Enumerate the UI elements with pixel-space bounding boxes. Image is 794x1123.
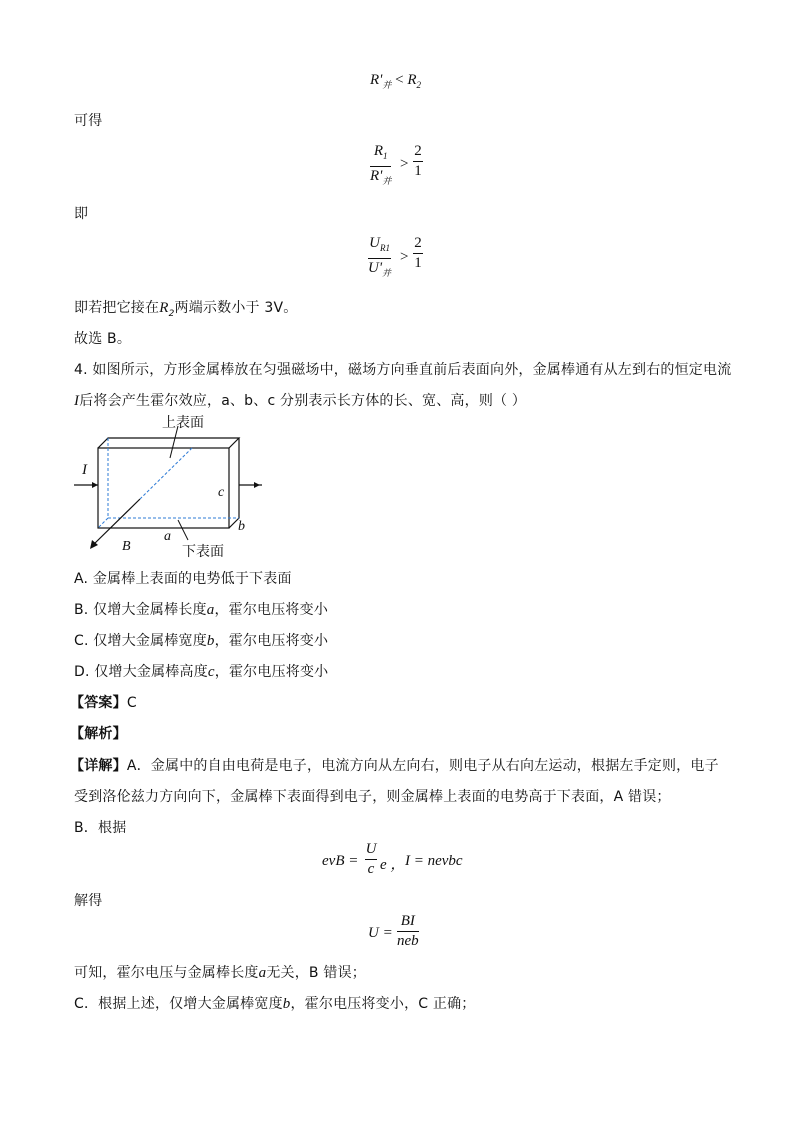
conclude-c [74, 993, 476, 1013]
current-label: I [82, 462, 87, 478]
detail-tag: 【详解】 [70, 758, 127, 774]
fraction1-left [370, 143, 391, 190]
current-out-arrow-icon [254, 482, 260, 488]
eq1-num: U [365, 841, 377, 857]
top-surface-label: 上表面 [162, 415, 204, 431]
formula-top-lhs: R' [370, 72, 383, 88]
hall-effect-diagram [70, 412, 270, 562]
option-d-text-end: ，霍尔电压将变小 [214, 664, 329, 680]
bar-top-face [98, 438, 239, 448]
bar-front-face [98, 448, 229, 528]
a-label: a [164, 529, 171, 544]
eq2-bar [397, 931, 419, 932]
eq1-frac [365, 841, 377, 878]
option-d-letter: D. [74, 664, 90, 680]
eq2-frac [397, 913, 419, 950]
conclude-c-var: b [282, 996, 291, 1012]
fraction2-rnum: 2 [414, 235, 422, 251]
conclusion-prefix: 即若把它接在 [74, 300, 160, 316]
conclude-b [74, 962, 366, 982]
option-c-letter: C. [74, 633, 89, 649]
eq2-num: BI [400, 913, 415, 929]
fraction2-rbar [413, 253, 423, 254]
option-b-text-end: ，霍尔电压将变小 [214, 602, 329, 618]
option-d[interactable] [74, 661, 328, 681]
fraction2-den-sub: 并 [382, 268, 392, 278]
conclude-b-var: a [258, 965, 267, 981]
conclude-b-pre: 可知，霍尔电压与金属棒长度 [74, 965, 259, 981]
hidden-edge-corner [98, 518, 108, 528]
fraction1-rden: 1 [414, 163, 422, 179]
fraction2-right [413, 235, 423, 272]
b-according: B．根据 [74, 820, 127, 836]
answer-line [70, 692, 137, 712]
text-kede: 可得 [74, 113, 103, 129]
fraction1-num: R [373, 143, 384, 159]
eq1-lhs: evB = [322, 853, 359, 869]
field-arrow-line [92, 499, 140, 546]
fraction1-den-sub: 并 [382, 176, 392, 186]
fraction2-op: > [400, 249, 409, 265]
detail-line1 [70, 755, 719, 775]
fraction2-num: U [369, 235, 380, 251]
option-b-var: a [206, 602, 215, 618]
fraction1-den: R' [370, 168, 383, 184]
option-c[interactable] [74, 630, 328, 650]
option-d-text: 仅增大金属棒高度 [94, 664, 208, 680]
question-line1: 4. 如图所示，方形金属棒放在匀强磁场中，磁场方向垂直前后表面向外，金属棒通有从左到右的恒定电流 [74, 362, 732, 378]
fraction1-bar [370, 166, 391, 167]
eq1-den: c [367, 861, 375, 877]
question-line2 [74, 390, 526, 410]
detail-line1-text: A．金属中的自由电荷是电子，电流方向从左向右，则电子从右向左运动，根据左手定则，电子 [126, 758, 719, 774]
fraction1-rbar [413, 161, 423, 162]
analysis-tag: 【解析】 [70, 726, 127, 742]
field-label: B [122, 539, 131, 554]
text-ji: 即 [74, 206, 89, 222]
fraction2-rden: 1 [414, 255, 422, 271]
formula-top-lhs-sub: 并 [382, 80, 392, 90]
eq1-current: I = nevbc [405, 853, 463, 869]
current-in-arrow-icon [92, 482, 98, 488]
bottom-surface-label: 下表面 [182, 544, 224, 560]
text-solve: 解得 [74, 893, 103, 909]
formula-top-rhs: R [407, 72, 417, 88]
b-label: b [238, 519, 245, 534]
conclusion-suffix: 两端示数小于 3V。 [174, 300, 298, 316]
bar-right-face [229, 438, 239, 528]
option-b-letter: B. [74, 602, 89, 618]
text-conclusion [74, 297, 297, 319]
fraction1-op: > [400, 156, 409, 172]
formula-top-rhs-sub: 2 [416, 80, 422, 90]
option-d-var: c [207, 664, 215, 680]
bottom-label-leader [178, 520, 188, 540]
eq1-bar [365, 859, 377, 860]
conclude-b-post: 无关，B 错误； [266, 965, 366, 981]
fraction2-den: U' [368, 260, 383, 276]
formula-top [370, 72, 421, 91]
text-select-b: 故选 B。 [74, 331, 132, 347]
option-c-text-end: ，霍尔电压将变小 [214, 633, 329, 649]
option-c-var: b [206, 633, 215, 649]
fraction2-num-sub: R1 [379, 243, 390, 253]
eq2-den: neb [397, 933, 419, 949]
fraction2-bar [368, 258, 391, 259]
fraction2-left [368, 235, 391, 282]
question-current-symbol: I [74, 393, 80, 409]
conclude-c-pre: C．根据上述，仅增大金属棒宽度 [74, 996, 283, 1012]
eq2-lhs: U = [368, 925, 393, 941]
fraction1-rnum: 2 [414, 143, 422, 159]
option-b-text: 仅增大金属棒长度 [93, 602, 207, 618]
option-c-text: 仅增大金属棒宽度 [93, 633, 207, 649]
c-label: c [218, 485, 225, 500]
hidden-edges [108, 438, 239, 518]
detail-line2: 受到洛伦兹力方向向下，金属棒下表面得到电子，则金属棒上表面的电势高于下表面，A 错误； [74, 789, 671, 805]
option-a[interactable] [74, 568, 292, 588]
fraction1-num-sub: 1 [383, 151, 388, 161]
answer-value: C [126, 695, 137, 711]
answer-tag: 【答案】 [70, 695, 127, 711]
option-a-text: 金属棒上表面的电势低于下表面 [92, 571, 292, 587]
option-b[interactable] [74, 599, 328, 619]
conclusion-r: R [159, 300, 169, 316]
question-line2-text: 后将会产生霍尔效应，a、b、c 分别表示长方体的长、宽、高，则（ ） [79, 393, 527, 409]
option-a-letter: A. [74, 571, 89, 587]
conclude-c-post: ，霍尔电压将变小，C 正确； [290, 996, 476, 1012]
formula-top-op: < [395, 72, 404, 88]
fraction1-right [413, 143, 423, 180]
conclusion-r-sub: 2 [168, 309, 175, 319]
field-line-inside [140, 448, 192, 499]
eq1-after: e ， [380, 857, 406, 873]
